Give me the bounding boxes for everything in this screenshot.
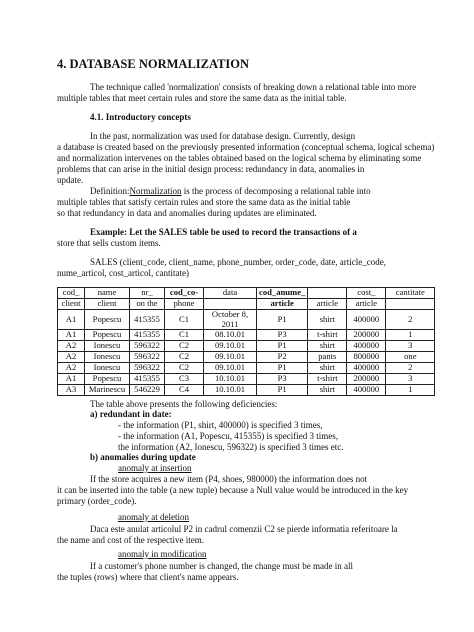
table-cell: 3 <box>386 341 435 352</box>
header-cell <box>386 299 435 310</box>
anomaly-modification-heading: anomaly in modification <box>118 549 207 559</box>
table-cell: 200000 <box>347 330 386 341</box>
table-cell: A2 <box>58 363 85 374</box>
header-cell: article <box>308 299 347 310</box>
table-cell: 400000 <box>347 385 386 396</box>
table-cell: one <box>386 352 435 363</box>
redundancy-label: a) redundant in date: <box>90 409 172 419</box>
table-cell: C3 <box>165 374 204 385</box>
table-cell: A1 <box>58 374 85 385</box>
intro-line-1: The technique called 'normalization' consists of breaking down a relational table into more <box>90 82 417 92</box>
table-cell: P2 <box>257 352 308 363</box>
table-cell: Marinescu <box>85 385 130 396</box>
header-cell: article <box>257 299 308 310</box>
table-body <box>58 310 435 396</box>
table-cell: C1 <box>165 310 204 330</box>
table-cell: 09.10.01 <box>204 341 257 352</box>
header-cell: nr_ <box>130 288 165 299</box>
definition-rest: is the process of decomposing a relational table into <box>181 186 371 196</box>
header-cell: cod_ <box>58 288 85 299</box>
table-cell: 400000 <box>347 341 386 352</box>
table-cell: 3 <box>386 374 435 385</box>
table-cell: shirt <box>308 341 347 352</box>
table-cell: C2 <box>165 352 204 363</box>
insertion-line-1: If the store acquires a new item (P4, shoes, 980000) the information does not <box>90 474 368 484</box>
para1-line-2: a database is created based on the previously presented information (conceptual schema, logical schema) <box>57 142 435 152</box>
table-cell: 546229 <box>130 385 165 396</box>
table-cell: A1 <box>58 330 85 341</box>
modification-line-2: the tuples (rows) where that client's name appears. <box>57 572 239 582</box>
table-cell: 2 <box>386 363 435 374</box>
table-cell: P1 <box>257 310 308 330</box>
table-cell: 10.10.01 <box>204 374 257 385</box>
table-cell: A2 <box>58 352 85 363</box>
header-cell: cost_ <box>347 288 386 299</box>
table-cell: shirt <box>308 310 347 330</box>
header-cell: cod_co- <box>165 288 204 299</box>
table-row <box>58 352 435 363</box>
para1-line-5: update. <box>57 175 84 185</box>
para1-line-3: and normalization intervenes on the tables obtained based on the logical schema by eliminating some <box>57 153 422 163</box>
table-cell: 2 <box>386 310 435 330</box>
table-cell: Ionescu <box>85 352 130 363</box>
para1-line-4: problems that can arise in the initial design process: redundancy in data, anomalies in <box>57 164 365 174</box>
deletion-line-1: Daca este anulat articolul P2 in cadrul comenzii C2 se pierde informatia referitoare la <box>90 524 398 534</box>
header-cell <box>204 299 257 310</box>
table-cell: 596322 <box>130 352 165 363</box>
header-cell: on the <box>130 299 165 310</box>
table-cell: 1 <box>386 385 435 396</box>
table-cell: t-shirt <box>308 374 347 385</box>
deletion-line-2: the name and cost of the respective item. <box>57 535 204 545</box>
table-cell: C2 <box>165 341 204 352</box>
modification-line-1: If a customer's phone number is changed, the change must be made in all <box>90 561 354 571</box>
table-cell: 200000 <box>347 374 386 385</box>
header-cell: client <box>85 299 130 310</box>
deficiencies-intro: The table above presents the following deficiencies: <box>90 399 278 409</box>
table-cell: shirt <box>308 385 347 396</box>
header-cell: name <box>85 288 130 299</box>
table-row <box>58 330 435 341</box>
table-row <box>58 341 435 352</box>
table-cell: Ionescu <box>85 363 130 374</box>
schema-line-1: SALES (client_code, client_name, phone_number, order_code, date, article_code, <box>90 257 387 267</box>
table-cell: 09.10.01 <box>204 352 257 363</box>
table-cell: pants <box>308 352 347 363</box>
intro-line-2: multiple tables that meet certain rules and store the same data as the initial table. <box>57 93 347 103</box>
table-cell: C2 <box>165 363 204 374</box>
header-cell: cantitate <box>386 288 435 299</box>
table-cell: 596322 <box>130 341 165 352</box>
table-cell: P1 <box>257 363 308 374</box>
table-cell: 415355 <box>130 330 165 341</box>
table-cell: Popescu <box>85 374 130 385</box>
definition-line-3: so that redundancy in data and anomalies during updates are eliminated. <box>57 208 317 218</box>
table-cell: 800000 <box>347 352 386 363</box>
table-cell: October 8, 2011 <box>204 310 257 330</box>
schema-line-2: nume_articol, cost_articol, cantitate) <box>57 268 189 278</box>
table-cell: 415355 <box>130 374 165 385</box>
para1-line-1: In the past, normalization was used for database design. Currently, design <box>90 131 356 141</box>
table-cell: P1 <box>257 385 308 396</box>
example-line-1: Example: Let the SALES table be used to record the transactions of a <box>90 227 357 237</box>
table-cell: Popescu <box>85 310 130 330</box>
table-row <box>58 310 435 330</box>
definition-line-2: multiple tables that satisfy certain rules and store the same data as the initial table <box>57 197 351 207</box>
table-cell: 596322 <box>130 363 165 374</box>
header-cell: article <box>347 299 386 310</box>
definition-label: Definition: <box>90 186 130 196</box>
redundancy-item-1: - the information (P1, shirt, 400000) is specified 3 times, <box>118 420 323 430</box>
header-cell <box>308 288 347 299</box>
anomaly-deletion-heading: anomaly at deletion <box>118 512 189 522</box>
table-cell: P3 <box>257 330 308 341</box>
table-cell: P1 <box>257 341 308 352</box>
table-cell: A1 <box>58 310 85 330</box>
table-cell: Popescu <box>85 330 130 341</box>
table-header-row <box>58 288 435 299</box>
definition-line-1 <box>90 186 371 197</box>
table-row <box>58 374 435 385</box>
table-cell: 08.10.01 <box>204 330 257 341</box>
table-row <box>58 363 435 374</box>
table-cell: 09.10.01 <box>204 363 257 374</box>
redundancy-item-2-cont: the information (A2, Ionescu, 596322) is specified 3 times etc. <box>118 442 344 452</box>
table-cell: 415355 <box>130 310 165 330</box>
table-cell: 10.10.01 <box>204 385 257 396</box>
section-title: 4. DATABASE NORMALIZATION <box>57 57 250 71</box>
table-cell: P3 <box>257 374 308 385</box>
insertion-line-3: primary (order_code). <box>57 496 137 506</box>
anomalies-label: b) anomalies during update <box>90 452 196 462</box>
table-cell: C4 <box>165 385 204 396</box>
header-cell: phone <box>165 299 204 310</box>
table-cell: C1 <box>165 330 204 341</box>
table-cell: Ionescu <box>85 341 130 352</box>
header-cell: data <box>204 288 257 299</box>
table-cell: A3 <box>58 385 85 396</box>
example-line-2: store that sells custom items. <box>57 238 161 248</box>
table-cell: 1 <box>386 330 435 341</box>
redundancy-item-2: - the information (A1, Popescu, 415355) is specified 3 times, <box>118 431 338 441</box>
table-cell: 400000 <box>347 310 386 330</box>
anomaly-insertion-heading: anomaly at insertion <box>118 463 192 473</box>
header-cell: client <box>58 299 85 310</box>
sales-table <box>57 287 435 396</box>
table-cell: A2 <box>58 341 85 352</box>
subsection-title: 4.1. Introductory concepts <box>90 112 191 122</box>
table-header-row <box>58 299 435 310</box>
table-cell: shirt <box>308 363 347 374</box>
table-cell: t-shirt <box>308 330 347 341</box>
insertion-line-2: it can be inserted into the table (a new tuple) because a Null value would be introduced in the key <box>57 485 409 495</box>
definition-term: Normalization <box>129 186 182 196</box>
header-cell: cod_anume_ <box>257 288 308 299</box>
table-row <box>58 385 435 396</box>
table-cell: 400000 <box>347 363 386 374</box>
